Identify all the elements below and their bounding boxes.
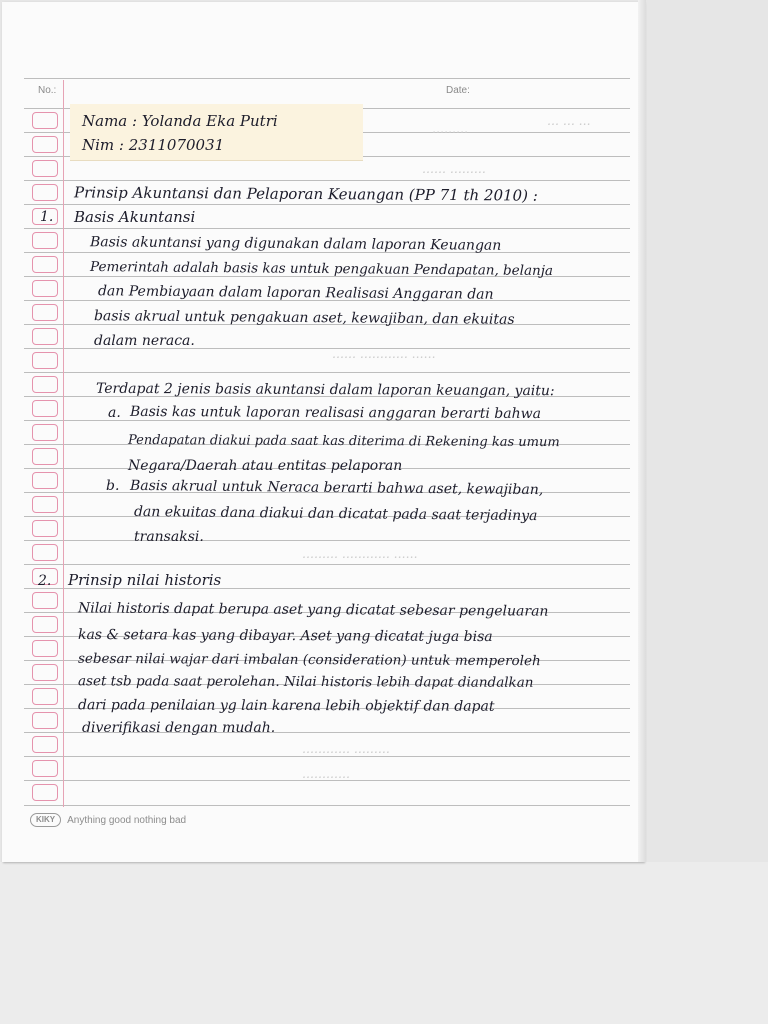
paragraph-line: Pemerintah adalah basis kas untuk pengakuan Pendapatan, belanja [89,258,554,280]
date-label: Date: [446,85,470,96]
brand-tagline: Anything good nothing bad [67,814,187,826]
paragraph-line: aset tsb pada saat perolehan. Nilai historis lebih dapat diandalkan [77,673,534,691]
margin-box [32,520,58,537]
notebook-footer [30,813,186,827]
list-item-line: Negara/Daerah atau entitas pelaporan [128,458,403,474]
paragraph-line: kas & setara kas yang dibayar. Aset yang dicatat juga bisa [77,626,493,646]
margin-box [32,472,58,489]
student-name: Nama : Yolanda Eka Putri [82,112,278,130]
margin-box [32,232,58,249]
margin-box [32,256,58,273]
paragraph-line: dan Pembiayaan dalam laporan Realisasi Anggaran dan [97,283,494,303]
list-item-line: Pendapatan diakui pada saat kas diterima di Rekening kas umum [127,432,560,451]
margin-box [32,592,58,609]
margin-box [32,112,58,129]
margin-box [32,616,58,633]
margin-box [32,496,58,513]
list-marker: a. [108,405,121,421]
margin-box [32,280,58,297]
margin-box [32,376,58,393]
list-marker: b. [106,478,120,494]
margin-box [32,688,58,705]
paragraph-line: dalam neraca. [94,333,195,349]
scan-background [0,862,768,1024]
section-number: 1. [40,209,54,225]
margin-box [32,544,58,561]
margin-box [32,400,58,417]
student-nim: Nim : 2311070031 [82,136,225,154]
margin-box [32,664,58,681]
ruled-line [24,805,630,806]
paragraph-line: Nilai historis dapat berupa aset yang dicatat sebesar pengeluaran [77,600,549,620]
list-item-line: dan ekuitas dana diakui dan dicatat pada saat terjadinya [133,503,538,525]
margin-box [32,448,58,465]
ruled-line [24,756,630,757]
brand-logo: KIKY [30,813,61,827]
margin-box [32,784,58,801]
page-title: Prinsip Akuntansi dan Pelaporan Keuangan (PP 71 th 2010) : [73,183,538,205]
list-item-line: Basis kas untuk laporan realisasi anggaran berarti bahwa [129,403,542,423]
section-heading: Prinsip nilai historis [68,571,222,589]
notebook-page: … … … ……… …… ……… …… ………… …… ……… ………… …… ………… ……… ………… No.: Date: Nama : Yolanda Eka Putri Nim : 2311070031 Prinsip Akuntansi dan Pelaporan Keuangan (PP 71 th 2010) : 1. Basis Akuntansi Basis akuntansi yang digunakan dalam laporan Keuangan Pemerintah adalah basis kas untuk pengakuan Pendapatan, belanja dan Pembiayaan dalam laporan Realisasi Anggaran dan basis akrual untuk pengakuan aset, kewajiban, dan ekuitas dalam neraca. Terdapat 2 jenis basis akuntansi dalam laporan keuangan, yaitu: a. Basis kas untuk laporan realisasi anggaran berarti bahwa Pendapatan diakui pada saat kas diterima di Rekening kas umum Negara/Daerah atau entitas pelaporan b. Basis akrual untuk Neraca berarti bahwa aset, kewajiban, dan ekuitas dana diakui dan dicatat pada saat terjadinya transaksi. 2. Prinsip nilai historis Nilai historis dapat berupa aset yang dicatat sebesar pengeluaran kas & setara kas yang dibayar. Aset yang dicatat juga bisa sebesar nilai wajar dari imbalan (consideration) untuk memperoleh aset tsb pada saat perolehan. Nilai historis lebih dapat diandalkan dari pada penilaian yg lain karena lebih objektif dan dapat diverifikasi dengan mudah. KIKY Anything good nothing bad [2,2,644,862]
ruled-line [24,564,630,565]
paragraph-line: basis akrual untuk pengakuan aset, kewajiban, dan ekuitas [93,308,515,328]
margin-box [32,640,58,657]
margin-box [32,352,58,369]
paragraph-line: sebesar nilai wajar dari imbalan (consideration) untuk memperoleh [77,650,541,670]
section-heading: Basis Akuntansi [74,208,196,226]
page-edge-shadow [638,0,646,862]
ruled-line [24,78,630,79]
paragraph-line: diverifikasi dengan mudah. [82,720,276,736]
margin-box [32,424,58,441]
margin-box [32,184,58,201]
margin-box [32,304,58,321]
margin-box [32,760,58,777]
margin-box [32,736,58,753]
margin-line [63,80,64,807]
margin-box [32,136,58,153]
no-label: No.: [38,85,57,96]
ruled-line [24,228,630,229]
ruled-line [24,540,630,541]
paragraph-line: dari pada penilaian yg lain karena lebih objektif dan dapat [77,697,495,715]
ruled-line [24,180,630,181]
section-number: 2. [38,573,52,589]
margin-box [32,712,58,729]
list-item-line: Basis akrual untuk Neraca berarti bahwa aset, kewajiban, [129,477,544,499]
ruled-line [24,204,630,205]
list-item-line: transaksi. [134,529,204,545]
paragraph-line: Basis akuntansi yang digunakan dalam laporan Keuangan [89,234,502,254]
list-intro: Terdapat 2 jenis basis akuntansi dalam laporan keuangan, yaitu: [95,380,555,400]
margin-box [32,328,58,345]
ruled-line [24,372,630,373]
margin-box [32,160,58,177]
